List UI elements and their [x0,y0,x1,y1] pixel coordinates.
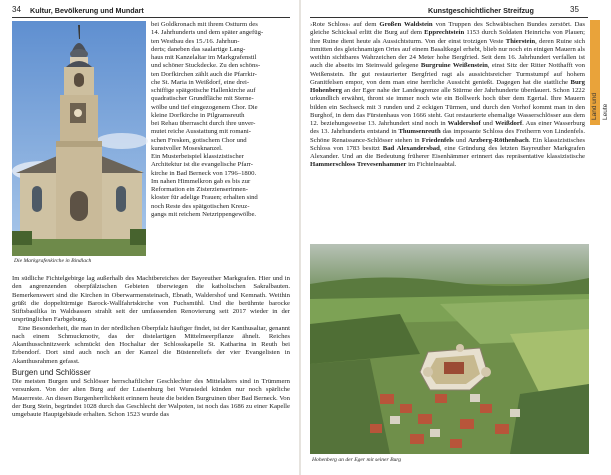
col-line: Architektur ist die evangelische Pfarr- [151,161,253,169]
col-line: Ein Musterbeispiel klassizistischer [151,153,244,160]
col-line: Im nahen Himmelkron gab es bis zur [151,177,251,185]
chapter-tab-label: Land und Leute [591,92,609,120]
col-line: mutet reiche Ausstattung mit romani- [151,128,251,136]
running-head-left: Kultur, Bevölkerung und Mundart [30,6,144,15]
col-line: kloster für adelige Frauen; erhalten sind [151,194,258,202]
place-name: Burg Hohenberg [310,78,585,94]
col-line: ten Westbau des 15./16. Jahrhun- [151,37,240,45]
right-page [300,0,609,475]
place-name: Thumsenreuth [398,128,441,136]
place-name: Epprechtstein [424,29,465,37]
col-line: kleine Dorfkirche in Pilgramsreuth [151,111,245,119]
col-line: wölbe und tief eingezogenem Chor. Die [151,103,258,111]
page-number-left: 34 [12,5,21,14]
photo-caption-right: Hohenberg an der Eger mit seiner Burg [312,457,402,463]
paragraph-castles: ›Rote Schloss‹ auf dem Großen Waldstein von Truppen des Schwäbischen Bundes zerstört. Das gleiche Schicksal erlitt die Burg auf dem Epprechtstein 1153 durch Soldaten Heinrichs von Plauen; ihre Ruine dient heute als Aussichtsturm. Von der einst trotzigen Veste Thierstein, deren Ruine sich inmitten des gleichnamigen Ortes auf einem Basaltkegel erhebt, blieb nur noch ein einigen Mauern als weithin sichtbares Wahrzeichen der 24 Meter hohe Bergfried. Seit dem 16. Jahrhundert verfallen ist auch die abseits im Steinwald gelegene Burgruine Weißenstein, einst Sitz der Ritter Notthafft von Weißenstein. Ihr gut restaurierter Bergfried ragt als aussichtsreicher Turmstumpf auf hohem Granitfelsen empor, von dem man eine herrliche Aussicht genießt. Dagegen hat die stattliche Burg Hohenberg an der Eger nahe der Landesgrenze alle Stürme der Jahrhunderte überdauert. Schon 1222 urkundlich erwähnt, thront sie immer noch wie ein Bollwerk hoch über dem Egertal. Ihre Mauern bilden ein Sechseck mit 3 runden und 2 eckigen Türmen, und durch den Vorhof kommt man in den Burghof, in dem das Fürstenhaus von 1666 steht. Gut restaurierte ehemalige Wasserschlösser aus dem 12. beziehungsweise 13. Jahrhundert sind noch in Waldershof und Weißdorf. Aus einer Wasserburg des 13. Jahrhunderts entstand in Thumsenreuth das imposante Schloss des Freiherrn von Lindenfels. Schöne Renaissance-Schlösser stehen in Friedenfels und Arzberg-Röthenbach. Ein klassizistisches Schloss von 1783 besitzt Bad Alexandersbad, eine Gründung des letzten Bayreuther Markgrafen Alexander. Und an die Bedeutung früherer Eisenhämmer erinnert das repräsentative klassizistische Hammerschloss Trevesenhammer im Fichtelnaabtal. [310,21,586,169]
right-body-text [310,21,585,170]
hohenberg-photo [310,244,589,454]
col-line: bei Rehau überrascht durch ihre unver- [151,120,256,127]
paragraph-fichtelgebirge: Im südliche Fichtelgebirge lag außerhalb des Machtbereiches der Bayreuther Markgrafen. Hier und in den angrenzenden oberpfälzischen Gebieten überwiegen die katholischen Sakralbauten. Bemerkenswert sind die Kirchen in Oberwarmensteinach, Ebnath, Waldershof und Kemnath. Weithin grüßt die doppeltürmige Barock-Wallfahrtskirche von Fuchsmühl. Und die berühmte barocke Stiftsbasilika in Waldsassen strahlt seit der umfassenden Renovierung seit 2017 wieder in der ursprünglichen Farbgebung. [12,275,290,324]
left-page [0,0,300,475]
col-line: ten Dorfkirchen zählt auch die Pfarrkir- [151,70,257,78]
col-line: haus mit Kanzelaltar im Markgrafenstil [151,54,257,61]
place-name: Arzberg-Röthenbach [468,136,529,144]
col-line: che St. Maria in Weißdorf, eine drei- [151,78,250,86]
col-line: Reformation ein Zisterzienserinnen- [151,186,248,193]
col-line: schen Fresken, gotischem Chor und [151,136,247,144]
place-name: Hammerschloss Trevesenhammer [310,161,407,169]
place-name: Bad Alexandersbad [382,144,440,152]
col-line: derts; daneben das saalartige Lang- [151,45,246,53]
page-number-right: 35 [570,5,579,14]
col-line: schiffige spätgotische Hallenkirche auf [151,87,256,94]
header-rule [310,17,588,18]
narrow-column [151,21,290,219]
col-line: 14. Jahrhunderts und dem später angefüg- [151,29,264,37]
place-name: Waldershof [447,120,481,127]
section-heading: Burgen und Schlösser [12,367,91,377]
col-line: gangs mit reichem Netzrippengewölbe. [151,210,257,218]
photo-caption-left: Die Markgrafenkirche in Bindlach [14,258,92,264]
place-name: Weißdorf [494,120,523,127]
place-name: Großen Waldstein [379,21,433,28]
running-head-right: Kunstgeschichtlicher Streifzug [428,6,534,15]
place-name: Thierstein [505,37,536,45]
col-line: noch Reste des spätgotischen Kreuz- [151,202,250,210]
col-line: kirche in Bad Berneck von 1796–1800. [151,169,257,177]
place-name: Friedenfels [421,136,454,144]
paragraph-akanthus: Eine Besonderheit, die man in der nördlichen Oberpfalz häufiger findet, ist der Kanthusaltar, genannt nach einem Schmuckmotiv, das der distelartigen Mittelmeerpflanze ähnelt. Reiches Akanthusschnitzwerk schmückt den Hochaltar der Schlosskapelle St. Katharina in Reuth bei Erbendorf. Dort sind auch noch an der Kanzel die Büstenreliefs der vier Evangelisten in Akanthusrahmen gefasst. [12,324,290,365]
col-line: bei Goldkronach mit ihrem Ostturm des [151,21,258,28]
paragraph-burgen: Die meisten Burgen und Schlösser herrschaftlicher Geschlechter des Mittelalters sind in Trümmern versunken. Von der alten Burg auf der Luisenburg bei Wunsiedel künden nur noch spärliche Mauerreste. An diesen Burgenherrlichkeit erinnern heute die beiden Burgruinen über Bad Berneck. Von der Burg Stein, begründet 1028 durch das Geschlecht der Walpoten, ist noch das 1686 zu einer Kapelle umgebaute Hauptgebäude erhalten. Schon 1523 wurde das [12,378,290,418]
col-line: kunstvoller Mosesknanzel. [151,144,223,152]
place-name: Burgruine Weißenstein [420,62,488,70]
church-photo [12,21,146,256]
col-line: quadratischer Grundfläche mit Sterne- [151,95,254,103]
col-line: und schöner Stuckdecke. Zu den schöns- [151,62,261,70]
header-rule [12,17,290,18]
full-width-text [12,275,290,419]
